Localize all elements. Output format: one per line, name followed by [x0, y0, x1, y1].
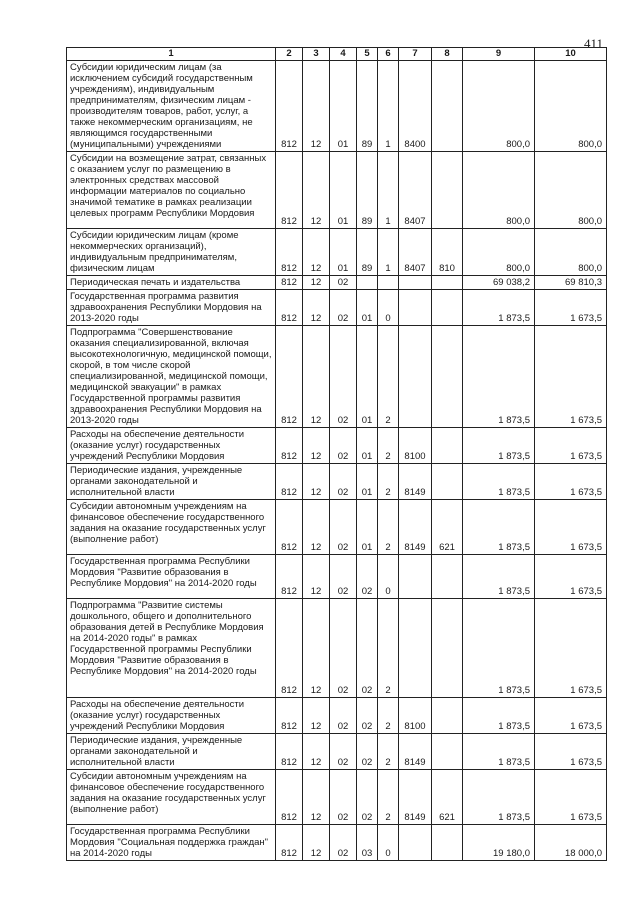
row-cell-10: 1 673,5	[535, 326, 607, 428]
page-number: 411	[584, 36, 604, 51]
row-cell-3: 12	[303, 290, 330, 326]
row-cell-10: 1 673,5	[535, 428, 607, 464]
row-cell-2: 812	[276, 825, 303, 861]
row-cell-9: 800,0	[463, 152, 535, 229]
header-cell: 8	[432, 48, 463, 61]
row-cell-2: 812	[276, 229, 303, 276]
row-cell-9: 1 873,5	[463, 555, 535, 599]
row-cell-6: 0	[378, 290, 399, 326]
row-cell-6: 2	[378, 599, 399, 698]
table-row	[67, 464, 607, 500]
row-cell-7: 8149	[399, 464, 432, 500]
row-cell-2: 812	[276, 464, 303, 500]
row-description: Расходы на обеспечение деятельности (оказание услуг) государственных учреждений Республики Мордовия	[67, 698, 276, 734]
row-cell-8	[432, 152, 463, 229]
row-cell-3: 12	[303, 500, 330, 555]
row-cell-3: 12	[303, 734, 330, 770]
row-cell-6: 1	[378, 229, 399, 276]
row-cell-8	[432, 599, 463, 698]
row-cell-7	[399, 555, 432, 599]
row-cell-2: 812	[276, 500, 303, 555]
row-cell-2: 812	[276, 734, 303, 770]
table-row	[67, 698, 607, 734]
row-cell-10: 1 673,5	[535, 290, 607, 326]
row-cell-4: 02	[330, 428, 357, 464]
row-cell-6: 0	[378, 555, 399, 599]
row-cell-10: 1 673,5	[535, 770, 607, 825]
row-cell-8	[432, 464, 463, 500]
row-description: Субсидии юридическим лицам (за исключением субсидий государственным учреждениям), индивидуальным предпринимателям, физическим лицам - производителям товаров, работ, услуг, а также некоммерческим организациям, не являющимся государственными (муниципальными) учреждениями	[67, 61, 276, 152]
row-cell-5: 01	[357, 290, 378, 326]
row-cell-6: 2	[378, 734, 399, 770]
table-row	[67, 326, 607, 428]
row-cell-3: 12	[303, 61, 330, 152]
row-cell-7: 8149	[399, 500, 432, 555]
row-cell-4: 01	[330, 152, 357, 229]
row-description: Периодические издания, учрежденные органами законодательной и исполнительной власти	[67, 464, 276, 500]
row-cell-9: 1 873,5	[463, 326, 535, 428]
table-row	[67, 61, 607, 152]
row-cell-2: 812	[276, 152, 303, 229]
header-cell: 6	[378, 48, 399, 61]
row-description: Подпрограмма "Развитие системы дошкольного, общего и дополнительного образования детей в Республике Мордовия на 2014-2020 годы" в рамках Государственной программы Республики Мордовия "Развитие образования в Республике Мордовия" на 2014-2020 годы	[67, 599, 276, 698]
row-cell-3: 12	[303, 599, 330, 698]
row-cell-2: 812	[276, 428, 303, 464]
row-cell-6	[378, 276, 399, 290]
row-cell-7	[399, 290, 432, 326]
row-cell-6: 1	[378, 152, 399, 229]
row-cell-5: 02	[357, 698, 378, 734]
row-cell-3: 12	[303, 698, 330, 734]
row-cell-4: 02	[330, 698, 357, 734]
table-row	[67, 734, 607, 770]
row-cell-7: 8407	[399, 152, 432, 229]
row-cell-9: 1 873,5	[463, 698, 535, 734]
row-cell-3: 12	[303, 229, 330, 276]
header-cell: 2	[276, 48, 303, 61]
row-cell-6: 2	[378, 500, 399, 555]
table-row	[67, 500, 607, 555]
row-cell-2: 812	[276, 770, 303, 825]
row-cell-5: 01	[357, 428, 378, 464]
table-row	[67, 290, 607, 326]
row-cell-9: 1 873,5	[463, 500, 535, 555]
row-cell-2: 812	[276, 698, 303, 734]
table-row	[67, 428, 607, 464]
header-cell: 7	[399, 48, 432, 61]
row-cell-3: 12	[303, 276, 330, 290]
row-cell-7: 8100	[399, 428, 432, 464]
row-cell-4: 02	[330, 734, 357, 770]
header-cell: 5	[357, 48, 378, 61]
row-cell-4: 01	[330, 229, 357, 276]
row-cell-6: 0	[378, 825, 399, 861]
row-cell-9: 1 873,5	[463, 770, 535, 825]
row-description: Расходы на обеспечение деятельности (оказание услуг) государственных учреждений Республики Мордовия	[67, 428, 276, 464]
row-cell-9: 19 180,0	[463, 825, 535, 861]
row-cell-6: 1	[378, 61, 399, 152]
row-cell-10: 800,0	[535, 61, 607, 152]
row-cell-2: 812	[276, 326, 303, 428]
row-description: Субсидии юридическим лицам (кроме некоммерческих организаций), индивидуальным предпринимателям, физическим лицам	[67, 229, 276, 276]
row-cell-7	[399, 326, 432, 428]
row-cell-3: 12	[303, 326, 330, 428]
row-cell-6: 2	[378, 698, 399, 734]
row-cell-7: 8149	[399, 734, 432, 770]
header-cell: 1	[67, 48, 276, 61]
table-row	[67, 599, 607, 698]
row-cell-8	[432, 734, 463, 770]
row-cell-3: 12	[303, 825, 330, 861]
row-cell-8	[432, 276, 463, 290]
row-cell-8: 621	[432, 500, 463, 555]
header-cell: 3	[303, 48, 330, 61]
row-cell-6: 2	[378, 428, 399, 464]
row-description: Субсидии на возмещение затрат, связанных с оказанием услуг по размещению в электронных средствах массовой информации материалов по социально значимой тематике в рамках реализации целевых программ Республики Мордовия	[67, 152, 276, 229]
row-description: Государственная программа Республики Мордовия "Развитие образования в Республике Мордовия" на 2014-2020 годы	[67, 555, 276, 599]
row-cell-4: 02	[330, 555, 357, 599]
row-cell-8: 810	[432, 229, 463, 276]
row-cell-5: 89	[357, 229, 378, 276]
row-cell-6: 2	[378, 326, 399, 428]
row-cell-3: 12	[303, 555, 330, 599]
row-cell-2: 812	[276, 290, 303, 326]
row-cell-5: 89	[357, 61, 378, 152]
row-cell-6: 2	[378, 770, 399, 825]
row-cell-4: 02	[330, 464, 357, 500]
row-description: Периодическая печать и издательства	[67, 276, 276, 290]
row-description: Периодические издания, учрежденные органами законодательной и исполнительной власти	[67, 734, 276, 770]
row-cell-5: 01	[357, 326, 378, 428]
row-cell-10: 1 673,5	[535, 500, 607, 555]
row-cell-4: 02	[330, 770, 357, 825]
header-cell: 9	[463, 48, 535, 61]
row-cell-7	[399, 825, 432, 861]
row-cell-2: 812	[276, 599, 303, 698]
row-cell-8	[432, 825, 463, 861]
row-cell-10: 1 673,5	[535, 555, 607, 599]
row-cell-6: 2	[378, 464, 399, 500]
row-cell-9: 1 873,5	[463, 290, 535, 326]
row-cell-5: 02	[357, 734, 378, 770]
header-cell: 4	[330, 48, 357, 61]
row-cell-10: 18 000,0	[535, 825, 607, 861]
row-cell-10: 1 673,5	[535, 734, 607, 770]
row-cell-8	[432, 290, 463, 326]
row-cell-9: 800,0	[463, 61, 535, 152]
table-row	[67, 229, 607, 276]
row-cell-5: 89	[357, 152, 378, 229]
row-cell-10: 1 673,5	[535, 599, 607, 698]
row-cell-8	[432, 428, 463, 464]
row-cell-2: 812	[276, 61, 303, 152]
row-cell-10: 1 673,5	[535, 698, 607, 734]
row-cell-4: 02	[330, 326, 357, 428]
row-cell-9: 800,0	[463, 229, 535, 276]
row-cell-5: 02	[357, 599, 378, 698]
row-cell-8	[432, 698, 463, 734]
budget-table	[66, 47, 607, 861]
row-cell-5	[357, 276, 378, 290]
row-description: Субсидии автономным учреждениям на финансовое обеспечение государственного задания на оказание государственных услуг (выполнение работ)	[67, 500, 276, 555]
row-cell-10: 800,0	[535, 229, 607, 276]
row-cell-7	[399, 599, 432, 698]
table-row	[67, 276, 607, 290]
row-cell-3: 12	[303, 428, 330, 464]
row-cell-4: 02	[330, 825, 357, 861]
row-cell-8: 621	[432, 770, 463, 825]
row-cell-4: 02	[330, 599, 357, 698]
row-cell-10: 69 810,3	[535, 276, 607, 290]
row-cell-5: 01	[357, 500, 378, 555]
table-row	[67, 770, 607, 825]
row-cell-2: 812	[276, 276, 303, 290]
table-row	[67, 825, 607, 861]
row-description: Государственная программа Республики Мордовия "Социальная поддержка граждан" на 2014-2020 годы	[67, 825, 276, 861]
row-cell-4: 02	[330, 290, 357, 326]
row-cell-5: 03	[357, 825, 378, 861]
row-cell-9: 1 873,5	[463, 599, 535, 698]
row-cell-9: 69 038,2	[463, 276, 535, 290]
row-description: Подпрограмма "Совершенствование оказания специализированной, включая высокотехнологичную, медицинской помощи, скорой, в том числе скорой специализированной, медицинской помощи, медицинской эвакуации" в рамках Государственной программы развития здравоохранения Республики Мордовия на 2013-2020 годы	[67, 326, 276, 428]
row-cell-10: 800,0	[535, 152, 607, 229]
row-cell-5: 01	[357, 464, 378, 500]
row-cell-10: 1 673,5	[535, 464, 607, 500]
row-cell-3: 12	[303, 152, 330, 229]
row-cell-8	[432, 326, 463, 428]
row-cell-9: 1 873,5	[463, 428, 535, 464]
row-cell-7	[399, 276, 432, 290]
row-cell-7: 8100	[399, 698, 432, 734]
header-cell: 10	[535, 48, 607, 61]
row-cell-2: 812	[276, 555, 303, 599]
row-cell-3: 12	[303, 770, 330, 825]
row-cell-4: 01	[330, 61, 357, 152]
row-cell-7: 8149	[399, 770, 432, 825]
row-cell-7: 8407	[399, 229, 432, 276]
table-row	[67, 555, 607, 599]
row-cell-8	[432, 61, 463, 152]
row-cell-3: 12	[303, 464, 330, 500]
table-row	[67, 152, 607, 229]
table-header-row	[67, 48, 607, 61]
row-cell-8	[432, 555, 463, 599]
row-description: Субсидии автономным учреждениям на финансовое обеспечение государственного задания на оказание государственных услуг (выполнение работ)	[67, 770, 276, 825]
row-cell-9: 1 873,5	[463, 734, 535, 770]
row-cell-4: 02	[330, 500, 357, 555]
row-cell-4: 02	[330, 276, 357, 290]
row-description: Государственная программа развития здравоохранения Республики Мордовия на 2013-2020 годы	[67, 290, 276, 326]
row-cell-5: 02	[357, 770, 378, 825]
row-cell-5: 02	[357, 555, 378, 599]
row-cell-9: 1 873,5	[463, 464, 535, 500]
row-cell-7: 8400	[399, 61, 432, 152]
